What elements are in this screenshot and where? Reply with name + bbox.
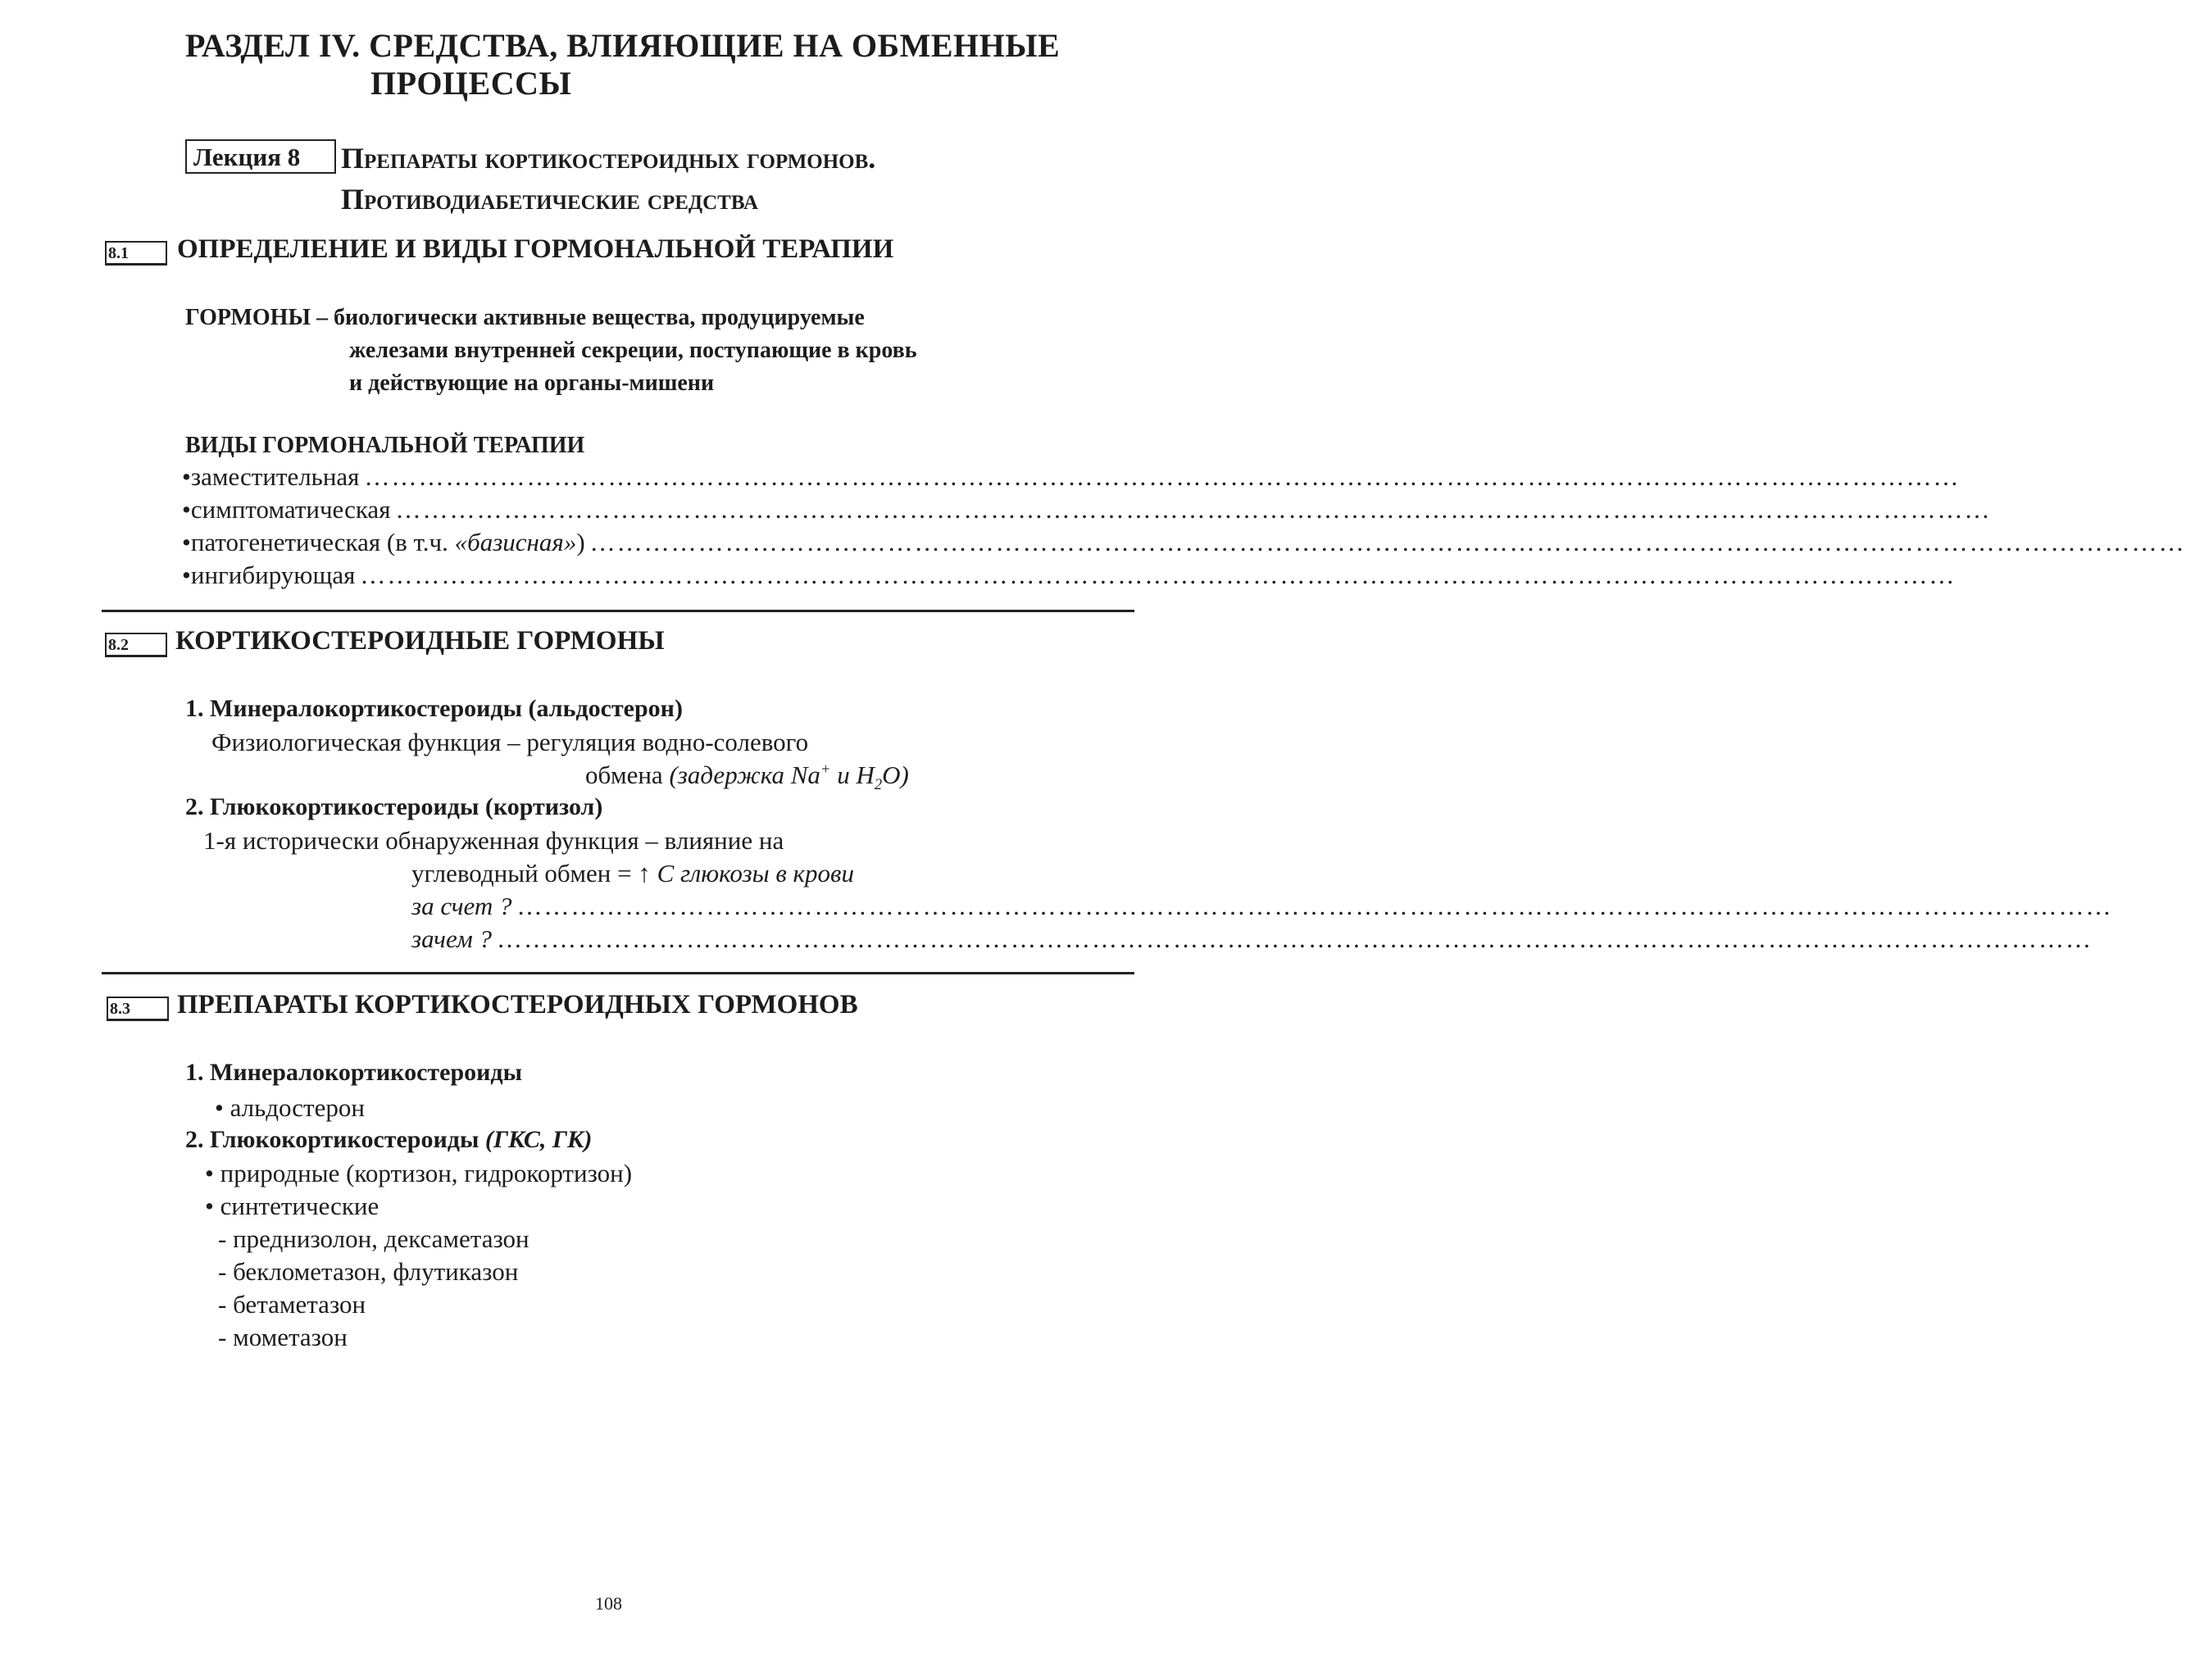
question-label: зачем ? <box>411 924 492 953</box>
italic-part: и H <box>830 761 875 789</box>
body-line <box>411 859 854 888</box>
list-item-label <box>191 528 585 557</box>
section-title-line2: ПРОЦЕССЫ <box>370 65 572 102</box>
subsection-number-box <box>105 241 167 266</box>
italic-text <box>669 761 909 794</box>
fill-in-dots: …………………………………………………………………………………………………………………………………………………………… <box>364 462 1961 491</box>
subsection-number-box <box>105 633 167 657</box>
lecture-label-box <box>185 139 336 174</box>
superscript: + <box>820 761 831 779</box>
bullet: • <box>182 561 191 589</box>
list-item <box>182 462 1961 492</box>
section-title-line1: РАЗДЕЛ IV. СРЕДСТВА, ВЛИЯЮЩИЕ НА ОБМЕННЫЕ <box>185 27 1061 64</box>
definition-line2: железами внутренней секреции, поступающие в кровь <box>349 338 917 363</box>
definition-line1 <box>185 305 865 331</box>
list-item-text: патогенетическая (в т.ч. <box>190 528 455 556</box>
fill-in-dots: …………………………………………………………………………………………………………………………………………………………… <box>360 561 1956 589</box>
body-text: углеводный обмен = <box>411 859 639 888</box>
arrow-up-icon: ↑ <box>638 859 651 888</box>
fill-in-dots: …………………………………………………………………………………………………………………………………………………………… <box>589 528 2186 556</box>
item-title: 2. Глюкокортикостероиды (кортизол) <box>185 793 603 820</box>
list-item <box>182 528 2186 557</box>
italic-part: O) <box>882 761 909 789</box>
fill-in-dots: …………………………………………………………………………………………………………………………………………………………… <box>497 924 2093 953</box>
drug-item: - мометазон <box>218 1323 348 1351</box>
lecture-label: Лекция 8 <box>193 143 301 171</box>
body-text: обмена <box>585 761 670 789</box>
drug-item: - бетаметазон <box>218 1290 366 1319</box>
lecture-title-line1: Препараты кортикостероидных гормонов. <box>341 142 876 175</box>
subsection-number: 8.3 <box>110 1000 130 1018</box>
bullet: • <box>182 495 191 524</box>
question-label: за счет ? <box>411 892 512 920</box>
fill-in-dots: …………………………………………………………………………………………………………………………………………………………… <box>395 495 1992 524</box>
lecture-title-line2: Противодиабетические средства <box>341 183 758 216</box>
item-title: 1. Минералокортикостероиды <box>185 1059 523 1086</box>
subsection-title: ПРЕПАРАТЫ КОРТИКОСТЕРОИДНЫХ ГОРМОНОВ <box>177 990 858 1019</box>
page-number: 108 <box>595 1593 622 1614</box>
bullet: • <box>182 462 191 491</box>
list-item-label: заместительная <box>190 462 360 491</box>
italic-part: (задержка Na <box>669 761 820 789</box>
list-item: • природные (кортизон, гидрокортизон) <box>205 1159 633 1187</box>
question-line <box>411 892 2113 921</box>
definition-text: биологически активные вещества, продуцируемые <box>333 305 865 330</box>
list-item <box>182 495 1992 524</box>
question-line <box>411 924 2093 954</box>
definition-line3: и действующие на органы-мишени <box>349 370 715 396</box>
subsection-number-box <box>107 997 169 1021</box>
subscript: 2 <box>874 776 883 794</box>
list-item-italic: «базисная» <box>454 528 577 556</box>
drug-item: - беклометазон, флутиказон <box>218 1257 519 1286</box>
fill-in-dots: …………………………………………………………………………………………………………………………………………………………… <box>516 892 2113 920</box>
item-title <box>185 1126 592 1154</box>
list-item: • синтетические <box>205 1192 379 1220</box>
list-item-label: ингибирующая <box>190 561 356 589</box>
body-line <box>585 761 909 794</box>
italic-text: С глюкозы в крови <box>650 859 855 888</box>
drug-item: - преднизолон, дексаметазон <box>218 1224 529 1253</box>
subsection-number: 8.1 <box>108 244 129 262</box>
body-line: 1-я исторически обнаруженная функция – влияние на <box>203 826 784 855</box>
bullet: • <box>182 528 191 556</box>
list-item-label: симптоматическая <box>190 495 391 524</box>
list-item-tail: ) <box>576 528 585 556</box>
item-title-italic: (ГКС, ГК) <box>484 1126 593 1153</box>
body-line: Физиологическая функция – регуляция водно-солевого <box>211 728 809 756</box>
divider <box>102 972 1134 974</box>
item-title-text: 2. Глюкокортикостероиды <box>185 1126 485 1153</box>
subsection-title: КОРТИКОСТЕРОИДНЫЕ ГОРМОНЫ <box>175 626 665 656</box>
subsection-number: 8.2 <box>108 636 129 654</box>
subsection-title: ОПРЕДЕЛЕНИЕ И ВИДЫ ГОРМОНАЛЬНОЙ ТЕРАПИИ <box>177 234 894 264</box>
list-item <box>182 561 1956 590</box>
divider <box>102 610 1134 612</box>
definition-term: ГОРМОНЫ – <box>185 305 334 330</box>
item-title: 1. Минералокортикостероиды (альдостерон) <box>185 695 683 722</box>
therapy-types-heading: ВИДЫ ГОРМОНАЛЬНОЙ ТЕРАПИИ <box>185 433 585 458</box>
list-item: • альдостерон <box>215 1093 365 1122</box>
